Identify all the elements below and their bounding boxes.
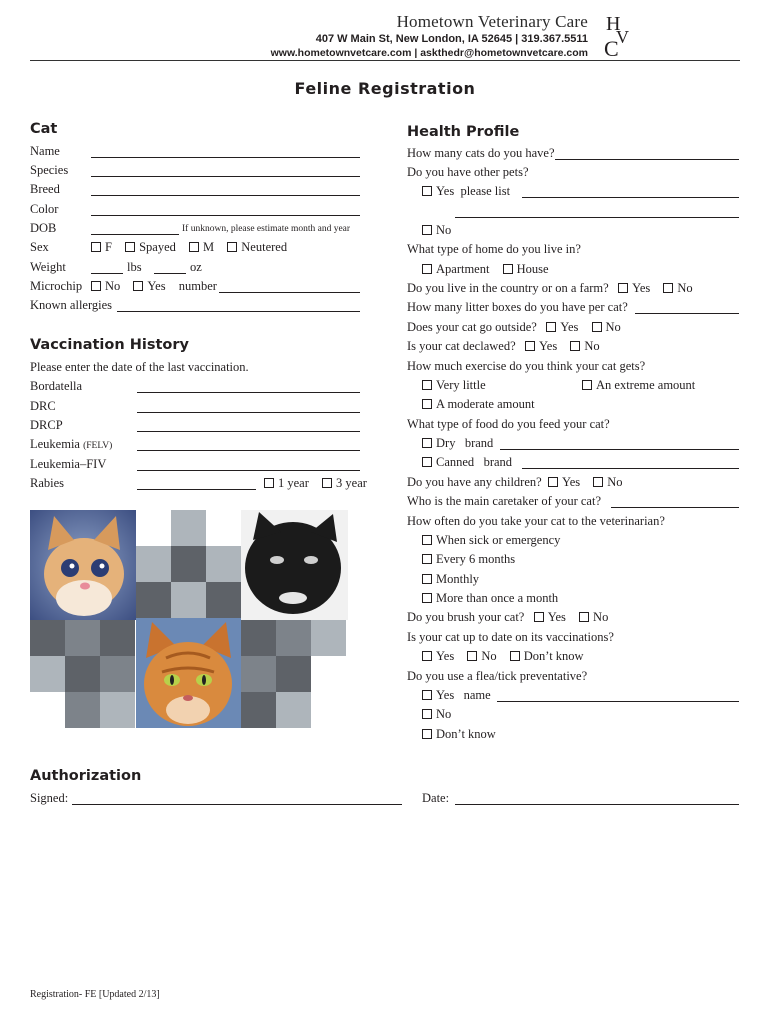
vaccine-leukemia-fiv: Leukemia–FIV (30, 457, 107, 471)
orange-kitten-photo (30, 510, 136, 620)
checkbox-icon (582, 380, 592, 390)
date-label: Date: (422, 791, 450, 805)
q-exercise-label: How much exercise do you think your cat gets? (407, 359, 646, 373)
sex-option-spayed[interactable]: Spayed (125, 240, 176, 255)
microchip-label: Microchip (30, 279, 83, 293)
mosaic-tile (65, 656, 100, 692)
date-field[interactable] (455, 804, 739, 805)
checkbox-icon (91, 242, 101, 252)
checkbox-icon (546, 322, 556, 332)
felv-label: (FELV) (83, 441, 113, 451)
declawed-no[interactable]: No (570, 339, 599, 354)
checkbox-icon (663, 283, 673, 293)
q-cats-label: How many cats do you have? (407, 146, 555, 160)
uptodate-no[interactable]: No (467, 649, 496, 664)
mosaic-tile (30, 656, 65, 692)
mosaic-tile (100, 692, 135, 728)
q-country-label: Do you live in the country or on a farm? (407, 281, 609, 295)
page-title: Feline Registration (294, 79, 476, 98)
clinic-name: Hometown Veterinary Care (396, 12, 588, 31)
checkbox-icon (189, 242, 199, 252)
q-declawed (407, 339, 610, 354)
checkbox-icon (593, 477, 603, 487)
sex-option-neutered[interactable]: Neutered (227, 240, 287, 255)
checkbox-icon (422, 264, 432, 274)
mosaic-tile (65, 692, 100, 728)
signed-label: Signed: (30, 791, 69, 805)
checkbox-icon (422, 535, 432, 545)
microchip-no[interactable]: No (91, 279, 120, 294)
drc-date-field[interactable] (137, 412, 360, 413)
q-children-label: Do you have any children? (407, 475, 542, 489)
other-pets-list-field-2[interactable] (455, 217, 739, 218)
mosaic-tile (30, 620, 65, 656)
checkbox-icon (422, 574, 432, 584)
checkbox-icon (422, 380, 432, 390)
q-brush (407, 610, 618, 625)
oz-label: oz (190, 260, 202, 274)
name-field[interactable] (91, 157, 360, 158)
q-other-pets-label: Do you have other pets? (407, 165, 529, 179)
orange-tabby-photo (136, 618, 241, 728)
uptodate-yes[interactable]: Yes (422, 649, 454, 664)
q-vet-label: How often do you take your cat to the veterinarian? (407, 514, 665, 528)
microchip-yes[interactable]: Yes (133, 279, 165, 294)
q-outside (407, 320, 631, 335)
q-outside-label: Does your cat go outside? (407, 320, 537, 334)
q-home-label: What type of home do you live in? (407, 242, 581, 256)
home-house[interactable]: House (503, 262, 549, 277)
mosaic-tile (206, 582, 241, 618)
q-cats-field[interactable] (555, 159, 739, 160)
mosaic-tile (100, 656, 135, 692)
leukemia-label: Leukemia (30, 437, 80, 451)
checkbox-icon (264, 478, 274, 488)
q-brush-label: Do you brush your cat? (407, 610, 525, 624)
allergies-label: Known allergies (30, 298, 113, 312)
checkbox-icon (503, 264, 513, 274)
svg-text:C: C (604, 36, 619, 58)
canned-brand-field[interactable] (522, 468, 739, 469)
rabies-1-year[interactable]: 1 year (264, 476, 309, 491)
weight-lbs-field[interactable] (91, 273, 123, 274)
food-canned[interactable]: Canned brand (422, 455, 512, 470)
bordatella-date-field[interactable] (137, 392, 360, 393)
other-pets-list-field[interactable] (522, 197, 739, 198)
mosaic-tile (241, 692, 276, 728)
other-pets-yes[interactable]: Yes please list (422, 184, 510, 199)
sex-option-m[interactable]: M (189, 240, 214, 255)
vaccine-leukemia (30, 437, 112, 452)
checkbox-icon (579, 612, 589, 622)
rabies-date-field[interactable] (137, 489, 256, 490)
signature-field[interactable] (72, 804, 402, 805)
checkbox-icon (322, 478, 332, 488)
outside-no[interactable]: No (592, 320, 621, 335)
checkbox-icon (422, 186, 432, 196)
outside-yes[interactable]: Yes (546, 320, 578, 335)
caretaker-field[interactable] (611, 507, 739, 508)
checkbox-icon (525, 341, 535, 351)
checkbox-icon (422, 593, 432, 603)
mosaic-tile (171, 546, 206, 582)
checkbox-icon (133, 281, 143, 291)
vaccine-drcp: DRCP (30, 418, 63, 432)
vaccination-instructions: Please enter the date of the last vaccination. (30, 360, 249, 374)
checkbox-icon (422, 438, 432, 448)
microchip-options (91, 279, 217, 294)
color-field[interactable] (91, 215, 360, 216)
vaccine-drc: DRC (30, 399, 56, 413)
breed-label: Breed (30, 182, 60, 196)
mosaic-tile (171, 582, 206, 618)
q-flea-label: Do you use a flea/tick preventative? (407, 669, 588, 683)
q-food-label: What type of food do you feed your cat? (407, 417, 610, 431)
mosaic-tile (276, 692, 311, 728)
svg-text:V: V (616, 27, 629, 47)
vaccine-bordatella: Bordatella (30, 379, 83, 393)
checkbox-icon (422, 554, 432, 564)
mosaic-tile (171, 510, 206, 546)
q-uptodate-label: Is your cat up to date on its vaccinations? (407, 630, 614, 644)
checkbox-icon (534, 612, 544, 622)
clinic-logo (598, 12, 638, 58)
flea-dont-know[interactable]: Don’t know (422, 727, 496, 742)
dob-label: DOB (30, 221, 57, 235)
mosaic-tile (206, 546, 241, 582)
flea-yes[interactable]: Yes name (422, 688, 491, 703)
checkbox-icon (618, 283, 628, 293)
brush-yes[interactable]: Yes (534, 610, 566, 625)
black-cat-photo (241, 510, 348, 620)
allergies-field[interactable] (117, 311, 360, 312)
mosaic-tile (276, 620, 311, 656)
checkbox-icon (91, 281, 101, 291)
food-dry[interactable]: Dry brand (422, 436, 493, 451)
cat-heading: Cat (30, 121, 58, 137)
flea-name-field[interactable] (497, 701, 739, 702)
mosaic-tile (136, 546, 171, 582)
checkbox-icon (592, 322, 602, 332)
dob-hint: If unknown, please estimate month and year (182, 224, 351, 234)
vaccination-heading: Vaccination History (30, 337, 189, 353)
rabies-3-year[interactable]: 3 year (322, 476, 367, 491)
other-pets-no[interactable]: No (422, 223, 451, 238)
exercise-moderate[interactable]: A moderate amount (422, 397, 535, 412)
dry-brand-field[interactable] (500, 449, 739, 450)
leukemia-date-field[interactable] (137, 450, 360, 451)
weight-oz-field[interactable] (154, 273, 186, 274)
checkbox-icon (422, 399, 432, 409)
species-field[interactable] (91, 176, 360, 177)
q-caretaker-label: Who is the main caretaker of your cat? (407, 494, 602, 508)
sex-label: Sex (30, 240, 49, 254)
checkbox-icon (422, 651, 432, 661)
children-yes[interactable]: Yes (548, 475, 580, 490)
cat-photo-mosaic (30, 510, 348, 728)
vaccine-rabies: Rabies (30, 476, 65, 490)
vet-sick[interactable]: When sick or emergency (422, 533, 560, 548)
sex-options (91, 240, 297, 255)
checkbox-icon (467, 651, 477, 661)
weight-label: Weight (30, 260, 66, 274)
mosaic-tile (65, 620, 100, 656)
q-litter-label: How many litter boxes do you have per cat? (407, 300, 628, 314)
flea-no[interactable]: No (422, 707, 451, 722)
checkbox-icon (422, 729, 432, 739)
footer-text: Registration- FE [Updated 2/13] (30, 989, 160, 1000)
mosaic-tile (241, 656, 276, 692)
checkbox-icon (422, 225, 432, 235)
checkbox-icon (548, 477, 558, 487)
declawed-yes[interactable]: Yes (525, 339, 557, 354)
sex-option-f[interactable]: F (91, 240, 112, 255)
checkbox-icon (125, 242, 135, 252)
mosaic-tile (311, 620, 346, 656)
microchip-number-field[interactable] (219, 292, 360, 293)
brush-no[interactable]: No (579, 610, 608, 625)
home-apartment[interactable]: Apartment (422, 262, 489, 277)
color-label: Color (30, 202, 59, 216)
rabies-options (264, 476, 367, 491)
dob-field[interactable] (91, 234, 179, 235)
country-yes[interactable]: Yes (618, 281, 650, 296)
vet-more-than-monthly[interactable]: More than once a month (422, 591, 558, 606)
svg-text:H: H (606, 13, 621, 35)
mosaic-tile (276, 656, 311, 692)
name-label: Name (30, 144, 60, 158)
children-no[interactable]: No (593, 475, 622, 490)
checkbox-icon (570, 341, 580, 351)
mosaic-tile (100, 620, 135, 656)
q-declawed-label: Is your cat declawed? (407, 339, 516, 353)
checkbox-icon (510, 651, 520, 661)
species-label: Species (30, 163, 69, 177)
number-label: number (178, 279, 217, 293)
leukemia-fiv-date-field[interactable] (137, 470, 360, 471)
checkbox-icon (422, 690, 432, 700)
drcp-date-field[interactable] (137, 431, 360, 432)
uptodate-options (422, 649, 594, 664)
authorization-heading: Authorization (30, 768, 142, 784)
uptodate-dont-know[interactable]: Don’t know (510, 649, 584, 664)
mosaic-tile (241, 620, 276, 656)
health-heading: Health Profile (407, 124, 520, 140)
exercise-extreme[interactable]: An extreme amount (582, 378, 695, 393)
breed-field[interactable] (91, 195, 360, 196)
lbs-label: lbs (127, 260, 142, 274)
mosaic-tile (136, 582, 171, 618)
q-children (407, 475, 633, 490)
checkbox-icon (422, 709, 432, 719)
clinic-address-phone: 407 W Main St, New London, IA 52645 | 319.367.5511 (315, 33, 588, 45)
q-country (407, 281, 703, 296)
litter-field[interactable] (635, 313, 739, 314)
checkbox-icon (227, 242, 237, 252)
vet-6-months[interactable]: Every 6 months (422, 552, 515, 567)
vet-monthly[interactable]: Monthly (422, 572, 479, 587)
country-no[interactable]: No (663, 281, 692, 296)
clinic-web-email: www.hometownvetcare.com | askthedr@hometownvetcare.com (270, 47, 588, 59)
exercise-very-little[interactable]: Very little (422, 378, 486, 393)
checkbox-icon (422, 457, 432, 467)
header-rule (30, 60, 740, 61)
home-options (422, 262, 559, 277)
